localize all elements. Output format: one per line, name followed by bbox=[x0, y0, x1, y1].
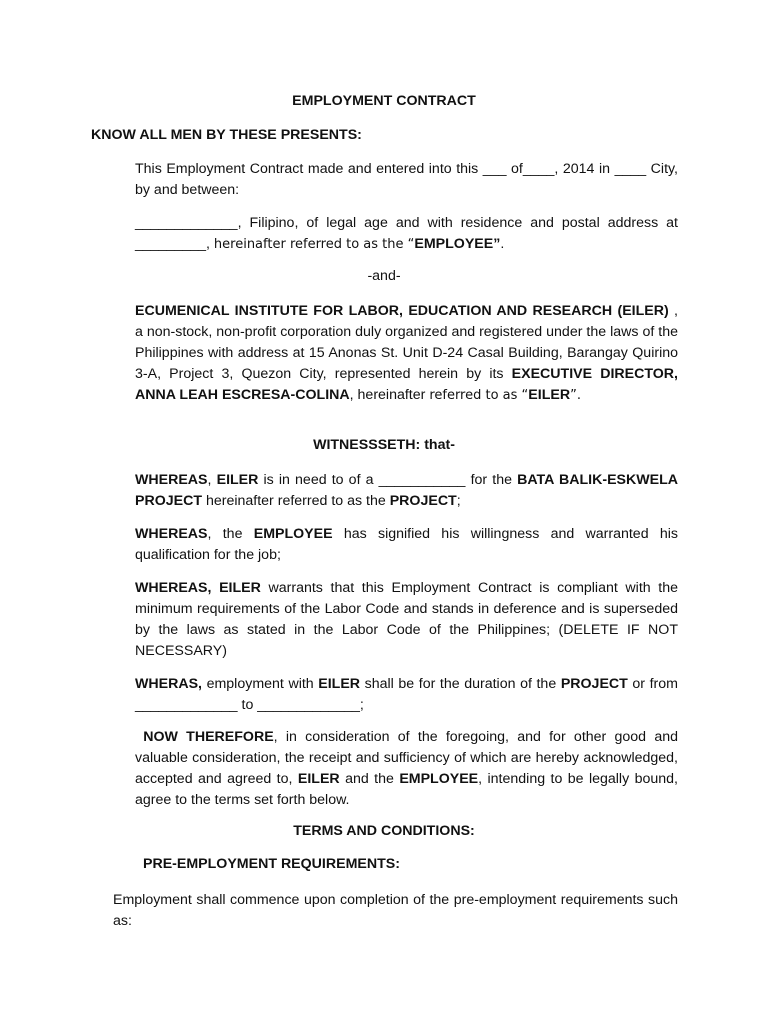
whereas-paragraph-3: WHEREAS, EILER warrants that this Employment Contract is compliant with the minimum requirements of the Labor Code and stands in deference and is superseded by the laws as stated in the Labor Code of the Philippines; (DELETE IF NOT NECESSARY) bbox=[135, 580, 678, 659]
now-therefore-paragraph: NOW THEREFORE, in consideration of the foregoing, and for other good and valuable consideration, the receipt and sufficiency of which are hereby acknowledged, accepted and agreed to, EILER and the EMPLOYEE, intending to be legally bound, agree to the terms set forth below. bbox=[135, 729, 678, 808]
employee-paragraph: _____________, Filipino, of legal age and with residence and postal address at _________, hereinafter referred to as the “EMPLOYEE”. bbox=[135, 215, 678, 252]
and-separator: -and- bbox=[367, 268, 401, 284]
whereas-paragraph-2: WHEREAS, the EMPLOYEE has signified his willingness and warranted his qualification for the job; bbox=[135, 526, 678, 563]
page-title: EMPLOYMENT CONTRACT bbox=[292, 93, 476, 109]
pre-employment-paragraph: Employment shall commence upon completion of the pre-employment requirements such as: bbox=[113, 892, 678, 929]
employer-paragraph: ECUMENICAL INSTITUTE FOR LABOR, EDUCATION AND RESEARCH (EILER) , a non-stock, non-profit corporation duly organized and registered under the laws of the Philippines with address at 15 Anonas St. Unit D-24 Casal Building, Barangay Quirino 3-A, Project 3, Quezon City, represented herein by its EXECUTIVE DIRECTOR, ANNA LEAH ESCRESA-COLINA, hereinafter referred to as “EILER”. bbox=[135, 303, 678, 403]
terms-heading: TERMS AND CONDITIONS: bbox=[293, 823, 475, 839]
pre-employment-heading: PRE-EMPLOYMENT REQUIREMENTS: bbox=[143, 856, 400, 872]
whereas-paragraph-1: WHEREAS, EILER is in need to of a ___________ for the BATA BALIK-ESKWELA PROJECT hereinafter referred to as the PROJECT; bbox=[135, 472, 679, 509]
witnesseth-heading: WITNESSSETH: that- bbox=[313, 437, 455, 453]
know-all-heading: KNOW ALL MEN BY THESE PRESENTS: bbox=[91, 127, 362, 143]
intro-paragraph: This Employment Contract made and entered into this ___ of____, 2014 in ____ City, by and between: bbox=[135, 161, 678, 198]
wheras-paragraph: WHERAS, employment with EILER shall be for the duration of the PROJECT or from _____________ to _____________; bbox=[135, 676, 678, 713]
